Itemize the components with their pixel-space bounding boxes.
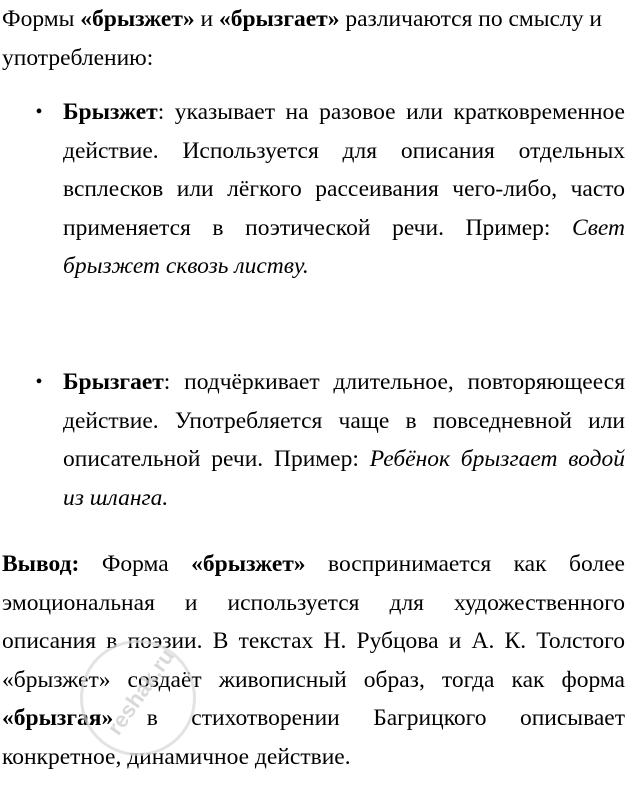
bullet-icon: •	[35, 101, 43, 123]
conclusion-text-1: Форма	[79, 551, 192, 577]
bullet-example: Ребёнок брызгает водой из шланга.	[63, 446, 625, 511]
bullet-text: : подчёркивает длительное, повторяющееся действие. Употребляется чаще в повседневной или описательной речи. Пример:	[63, 369, 625, 472]
bullet-term: Брызгает	[63, 369, 164, 395]
bullet-example: Свет брызжет сквозь листву.	[63, 214, 625, 279]
conclusion-term-1: «брызжет»	[191, 551, 306, 577]
intro-term-2: «брызгает»	[218, 6, 340, 32]
bullet-text: : указывает на разовое или кратковременное действие. Используется для описания отдельных всплесков или лёгкого рассеивания чего-либо, часто применяется в поэтической речи. Пример:	[63, 99, 625, 241]
intro-text-2: и	[194, 6, 219, 32]
list-item	[35, 93, 625, 286]
watermark-text: reshak.ru	[101, 643, 180, 740]
conclusion-text-2: воспринимается как более эмоциональная и используется для художественного описания в поэзии. В текстах Н. Рубцова и А. К. Толстого «брызжет» создаёт живописный образ, тогда как форма	[2, 551, 625, 693]
intro-text-3: различаются по смыслу и употреблению:	[2, 6, 602, 71]
bullet-term: Брызжет	[63, 99, 158, 125]
conclusion-term-2: «брызгая»	[2, 705, 114, 731]
intro-term-1: «брызжет»	[80, 6, 195, 32]
conclusion-label: Вывод:	[2, 551, 80, 577]
conclusion-text-3: в стихотворении Багрицкого описывает конкретное, динамичное действие.	[2, 705, 625, 770]
intro-text-1: Формы	[2, 6, 81, 32]
bullet-icon: •	[35, 371, 43, 393]
list-item	[35, 363, 625, 517]
intro-paragraph	[2, 0, 625, 77]
conclusion-paragraph	[2, 545, 625, 776]
